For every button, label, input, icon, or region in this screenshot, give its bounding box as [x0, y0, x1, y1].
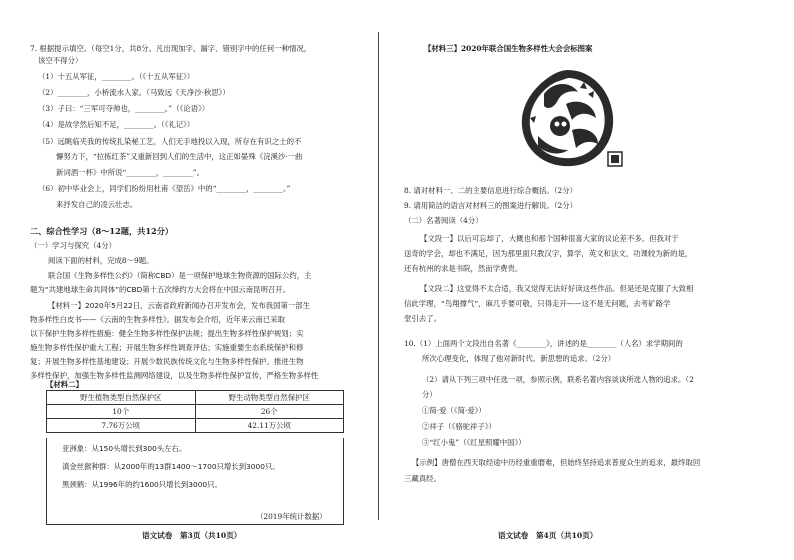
- passage1-line: 还有杭州的求是书院，然而学费贵。: [404, 264, 523, 273]
- q7-item: 来抒发自己的凌云壮志。: [56, 200, 138, 209]
- passage2-line: 【文段二】这觉得不太合适，我又觉得无法好好读这些作品。但是还是克服了大致相: [420, 284, 694, 293]
- passage2-line: 堂引去了。: [404, 314, 441, 323]
- material1-line: 【材料一】2020年5月22日，云南省政府新闻办召开发布会，发布我国第一部生: [48, 301, 311, 310]
- page-divider: [378, 32, 379, 520]
- table-cell: 7.76万公顷: [47, 419, 196, 433]
- q7-item: （5）远眺临夹我的传统扎染秘工艺，人们无手地投以入现，所存在有识之士的不: [38, 137, 302, 146]
- material1-line: 多样性保护，加强生物多样性监测网络建设，以及生物多样性保护宣传，严格生物多样性: [30, 371, 319, 380]
- q7-item: 懈努力下，“拉拣红茶”又重新回到人们的生活中，这正如晏殊《浣溪沙·一曲: [56, 152, 303, 161]
- passage1-line: 送奇的学会，却也不满足，因为那里面只教汉字，算学，英文和法文，功课较为新的是，: [404, 249, 693, 258]
- material2-line: 滇金丝猴种群：从2000年的13群1400～1700只增长到3000只。: [62, 462, 280, 471]
- table-cell: 26个: [195, 405, 344, 419]
- q7-item: （2）________，小桥流水人家。（马致远《天净沙·秋思》）: [38, 88, 230, 97]
- page-footer: 语文试卷 第3页（共10页）: [142, 531, 242, 540]
- subsection-title: （一）学习与探究（4分）: [30, 241, 117, 250]
- option-item: ③“红小鬼”（《红星照耀中国》）: [422, 438, 526, 447]
- q7-item: （6）初中毕业会上，同学们纷纷用杜甫《望岳》中的“________，________。”: [38, 184, 291, 193]
- question-10-1: 10.（1）上面两个文段出自名著《________》，讲述的是________（人名）求学期间的: [404, 339, 683, 348]
- table-header-animal: 野生动物类型自然保护区: [195, 391, 344, 405]
- material1-line: 以下保护生物多样性措施：健全生物多样性保护法规；提出生物多样性保护规划；实: [30, 329, 304, 338]
- q7-item: 新词酒一杯》中所说“________，________”。: [56, 168, 204, 177]
- table-header-plant: 野生植物类型自然保护区: [47, 391, 196, 405]
- question-10-1b: 所次心理变化，体现了他对新时代、新思想的追求。（2分）: [422, 354, 616, 363]
- question-8: 8. 请对材料一、二的主要信息进行综合概括。（2分）: [404, 186, 577, 195]
- left-page: [0, 0, 380, 560]
- section-title: 二、综合性学习（8～12题，共12分）: [30, 226, 174, 236]
- table-cell: 42.11万公顷: [195, 419, 344, 433]
- question-10-2: （2）请从下列三项中任选一项，参照示例，联系名著内容谈谈所选人物的追求。（2: [422, 375, 694, 384]
- passage1-line: 【文段一】以后可忘却了，大概也和那个国种很喜大家的议论差不多。但我对于: [420, 234, 679, 243]
- q7-item: （3）子曰：“三军可夺帅也，________。”（《论语》）: [38, 104, 210, 113]
- material2-label: 【材料二】: [46, 380, 83, 389]
- example-line: 【示例】唐僧在西天取经途中历经重重磨难，但始终坚持追求普度众生的追求，最终取回: [412, 458, 701, 467]
- question-9: 9. 请用简洁的语言对材料三的图案进行解说。（2分）: [404, 201, 577, 210]
- passage2-line: 信此学理，“鸟翔撑气”，麻几乎要可敬，只得走开——这不是无问题，去考矿路学: [404, 299, 671, 308]
- example-line: 三藏真经。: [404, 474, 441, 483]
- material1-line: 复；开展生物多样性基地建设；开展少数民族传统文化与生物多样性保护。推进生物: [30, 357, 304, 366]
- page-footer: 语文试卷 第4页（共10页）: [498, 531, 598, 540]
- q7-item: （1）十五从军征，________。（《十五从军征》）: [38, 72, 195, 81]
- option-item: ②祥子（《骆驼祥子》）: [422, 422, 496, 431]
- cbd-emblem-image: [508, 64, 628, 172]
- option-item: ①简·爱（《简·爱》）: [422, 406, 486, 415]
- material2-line: 亚洲象：从150头增长到300头左右。: [62, 444, 187, 453]
- material3-title: 【材料三】2020年联合国生物多样性大会会标图案: [424, 44, 593, 53]
- material2-table: [46, 390, 344, 433]
- question-10-2b: 分）: [422, 390, 437, 399]
- intro-paragraph-line: 题为“共建地球生命共同体”的CBD第十五次缔约方大会将在中国云南昆明召开。: [30, 285, 291, 294]
- material2-source: （2019年统计数据）: [256, 512, 327, 521]
- table-cell: 10个: [47, 405, 196, 419]
- subsection-title: （二）名著阅读（4分）: [404, 216, 483, 225]
- q7-intro2: 该空不得分）: [38, 56, 83, 65]
- q7-item: （4）是故学然后知不足，________。（《礼记》）: [38, 120, 195, 129]
- material1-line: 物多样性白皮书——《云南的生物多样性》。据发布会介绍，近年来云南已采取: [30, 315, 285, 324]
- q7-intro: 7. 根据提示填空。（每空1分，共8分。凡出现加字、漏字、错别字中的任何一种情况，: [30, 44, 312, 53]
- material1-line: 施生物多样性保护重大工程；开展生物多样性调查评估；实施重要生态系统保护和修: [30, 343, 304, 352]
- reading-instruction: 阅读下面的材料，完成8～9题。: [48, 256, 154, 265]
- material2-line: 黑颈鹤：从1996年的约1600只增长到3000只。: [62, 480, 222, 489]
- intro-paragraph-line: 联合国《生物多样性公约》（简称CBD）是一项保护地球生物资源的国际公约，主: [48, 271, 312, 280]
